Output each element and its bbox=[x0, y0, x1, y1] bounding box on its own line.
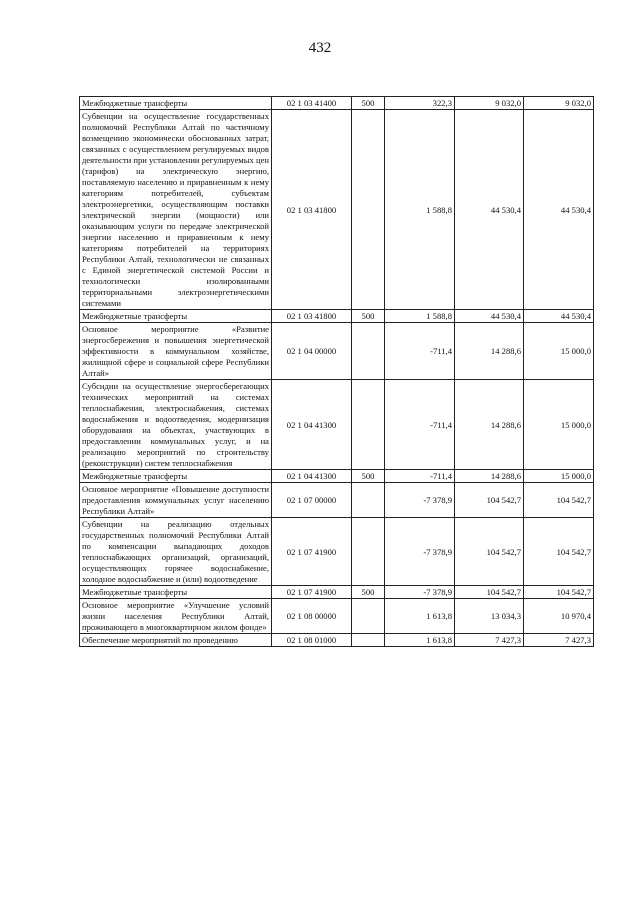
row-value-1: 1 613,8 bbox=[385, 599, 455, 634]
row-value-2: 14 288,6 bbox=[455, 470, 524, 483]
row-name: Межбюджетные трансферты bbox=[80, 586, 272, 599]
row-code: 02 1 07 00000 bbox=[272, 483, 352, 518]
row-name: Субвенции на осуществление государственных полномочий Республики Алтай по частичному возмещению экономически обоснованных затрат, связанных с осуществлением регулируемых видов деятельности при установлении регулируемых цен (тарифов) на электрическую энергию, поставляемую населению и приравненным к нему категориям потребителей, субъектам электроэнергетики, осуществляющим поставки электрической энергии (мощности) или оказывающим услуги по передаче электрической энергии населению и приравненным к нему категориям потребителей на территориях Республики Алтай, технологически не связанных с Единой энергетической системой России и технологически изолированными территориальными электроэнергетическими системами bbox=[80, 110, 272, 310]
row-value-3: 104 542,7 bbox=[524, 518, 594, 586]
table-row bbox=[80, 634, 594, 647]
row-name: Обеспечение мероприятий по проведению bbox=[80, 634, 272, 647]
row-value-3: 44 530,4 bbox=[524, 310, 594, 323]
row-name: Межбюджетные трансферты bbox=[80, 310, 272, 323]
row-value-3: 44 530,4 bbox=[524, 110, 594, 310]
row-code: 02 1 04 00000 bbox=[272, 323, 352, 380]
row-name: Межбюджетные трансферты bbox=[80, 97, 272, 110]
row-value-2: 13 034,3 bbox=[455, 599, 524, 634]
table-row bbox=[80, 518, 594, 586]
row-value-3: 15 000,0 bbox=[524, 380, 594, 470]
row-value-2: 44 530,4 bbox=[455, 310, 524, 323]
row-expense-type bbox=[352, 323, 385, 380]
row-value-2: 7 427,3 bbox=[455, 634, 524, 647]
row-name: Основное мероприятие «Развитие энергосбережения и повышения энергетической эффективности в коммунальном хозяйстве, жилищной сфере и социальной сфере Республики Алтай» bbox=[80, 323, 272, 380]
row-expense-type bbox=[352, 599, 385, 634]
row-value-1: -711,4 bbox=[385, 470, 455, 483]
row-expense-type: 500 bbox=[352, 586, 385, 599]
table-row bbox=[80, 599, 594, 634]
row-value-2: 104 542,7 bbox=[455, 586, 524, 599]
row-value-1: 1 588,8 bbox=[385, 310, 455, 323]
row-code: 02 1 08 01000 bbox=[272, 634, 352, 647]
row-value-2: 9 032,0 bbox=[455, 97, 524, 110]
row-code: 02 1 04 41300 bbox=[272, 470, 352, 483]
row-name: Субвенции на реализацию отдельных государственных полномочий Республики Алтай по компенсации выпадающих доходов теплоснабжающих организаций, организаций, осуществляющих горячее водоснабжение, холодное водоснабжение и (или) водоотведение bbox=[80, 518, 272, 586]
row-code: 02 1 04 41300 bbox=[272, 380, 352, 470]
row-expense-type bbox=[352, 634, 385, 647]
row-value-3: 10 970,4 bbox=[524, 599, 594, 634]
row-value-3: 7 427,3 bbox=[524, 634, 594, 647]
row-code: 02 1 07 41900 bbox=[272, 518, 352, 586]
row-value-1: -711,4 bbox=[385, 323, 455, 380]
row-value-1: 1 588,8 bbox=[385, 110, 455, 310]
row-value-1: 322,3 bbox=[385, 97, 455, 110]
row-expense-type: 500 bbox=[352, 310, 385, 323]
row-value-3: 104 542,7 bbox=[524, 586, 594, 599]
table-row bbox=[80, 110, 594, 310]
budget-table bbox=[79, 96, 594, 647]
table-row bbox=[80, 323, 594, 380]
row-name: Основное мероприятие «Улучшение условий жизни населения Республики Алтай, проживающего в многоквартирном жилом фонде» bbox=[80, 599, 272, 634]
row-value-3: 104 542,7 bbox=[524, 483, 594, 518]
row-name: Межбюджетные трансферты bbox=[80, 470, 272, 483]
row-value-1: -7 378,9 bbox=[385, 518, 455, 586]
row-expense-type: 500 bbox=[352, 470, 385, 483]
row-name: Субсидии на осуществление энергосберегающих технических мероприятий на системах теплоснабжения, электроснабжения, системах водоснабжения и водоотведения, модернизация оборудования на объектах, участвующих в предоставлении коммунальных услуг, и на реализацию мероприятий по строительству (реконструкции) систем теплоснабжения bbox=[80, 380, 272, 470]
row-value-2: 104 542,7 bbox=[455, 483, 524, 518]
row-code: 02 1 03 41800 bbox=[272, 110, 352, 310]
page-number: 432 bbox=[308, 40, 332, 56]
row-code: 02 1 03 41400 bbox=[272, 97, 352, 110]
row-value-2: 14 288,6 bbox=[455, 380, 524, 470]
row-code: 02 1 03 41800 bbox=[272, 310, 352, 323]
row-value-2: 44 530,4 bbox=[455, 110, 524, 310]
row-value-2: 14 288,6 bbox=[455, 323, 524, 380]
row-value-3: 15 000,0 bbox=[524, 470, 594, 483]
row-expense-type bbox=[352, 483, 385, 518]
row-value-3: 9 032,0 bbox=[524, 97, 594, 110]
table-row bbox=[80, 310, 594, 323]
row-code: 02 1 07 41900 bbox=[272, 586, 352, 599]
table-row bbox=[80, 483, 594, 518]
row-expense-type bbox=[352, 518, 385, 586]
table-row bbox=[80, 380, 594, 470]
row-expense-type: 500 bbox=[352, 97, 385, 110]
row-value-1: -7 378,9 bbox=[385, 586, 455, 599]
row-value-2: 104 542,7 bbox=[455, 518, 524, 586]
row-value-1: 1 613,8 bbox=[385, 634, 455, 647]
row-code: 02 1 08 00000 bbox=[272, 599, 352, 634]
row-name: Основное мероприятие «Повышение доступности предоставления коммунальных услуг населению Республики Алтай» bbox=[80, 483, 272, 518]
table-row bbox=[80, 97, 594, 110]
row-value-1: -711,4 bbox=[385, 380, 455, 470]
table-row bbox=[80, 470, 594, 483]
row-value-1: -7 378,9 bbox=[385, 483, 455, 518]
table-row bbox=[80, 586, 594, 599]
row-value-3: 15 000,0 bbox=[524, 323, 594, 380]
row-expense-type bbox=[352, 380, 385, 470]
row-expense-type bbox=[352, 110, 385, 310]
